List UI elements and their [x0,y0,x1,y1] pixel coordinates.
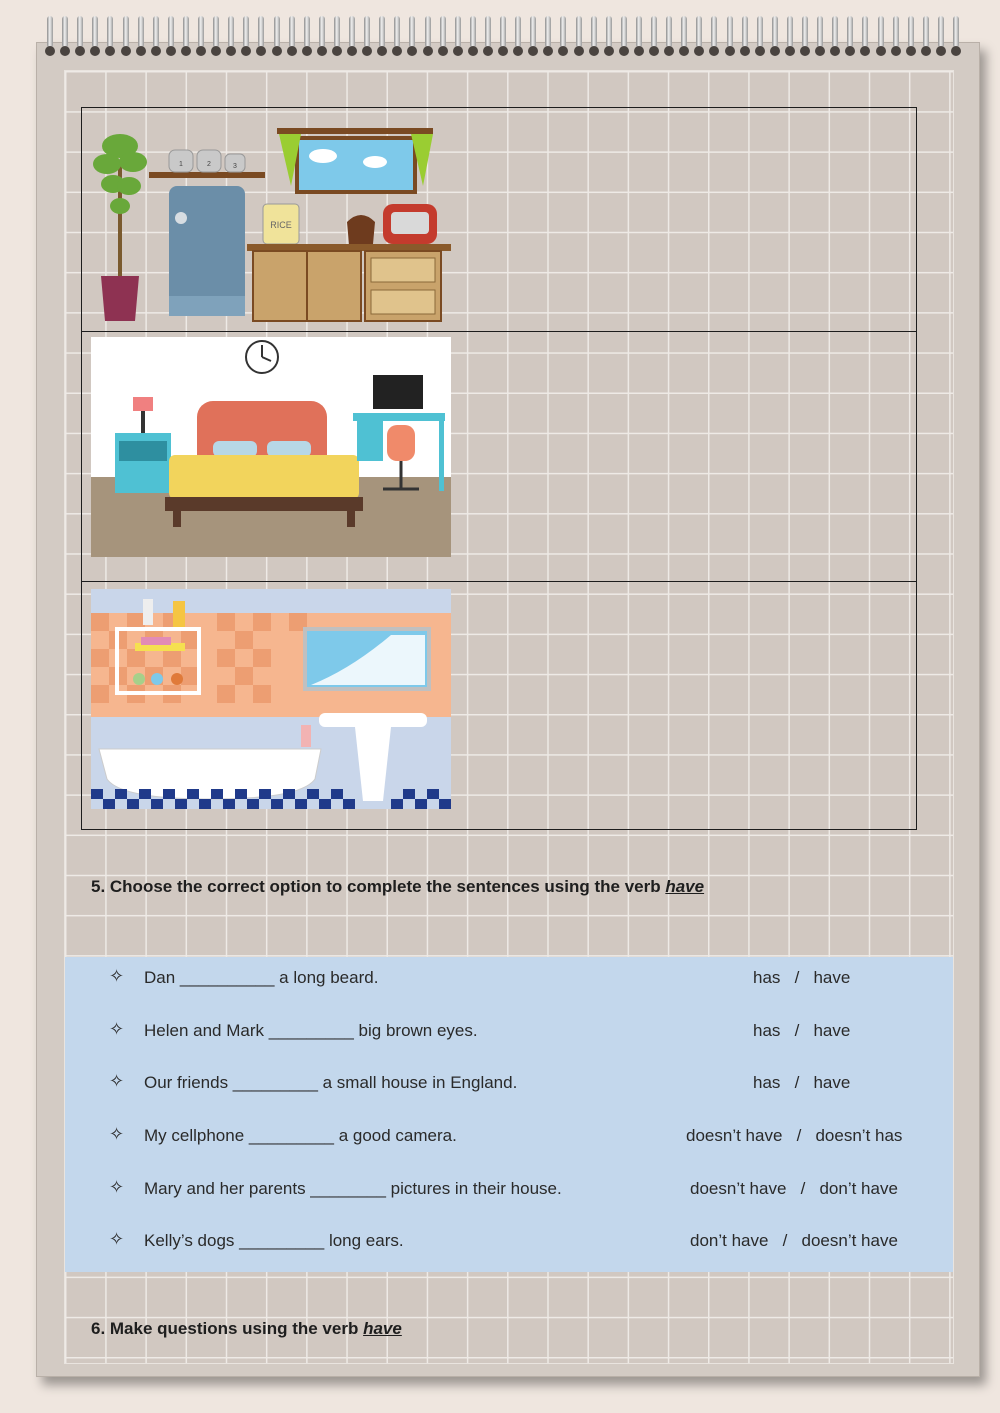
exercise-sentence: Helen and Mark _________ big brown eyes. [144,1021,478,1040]
binding-ring [557,14,569,58]
sparkle-bullet-icon: ✧ [109,1229,125,1249]
binding-ring [391,14,403,58]
rice-label: RICE [270,220,292,230]
binding-ring [905,14,917,58]
sparkle-bullet-icon: ✧ [109,1177,125,1197]
binding-ring [769,14,781,58]
binding-ring [618,14,630,58]
binding-ring [195,14,207,58]
exercise-item [65,1229,953,1259]
binding-ring [784,14,796,58]
jar-label-1: 1 [179,161,183,168]
exercise-sentence: Dan __________ a long beard. [144,968,379,987]
exercise-6-title-verb: have [363,1319,402,1338]
binding-ring [724,14,736,58]
answer-options[interactable]: has / have [753,1073,851,1092]
binding-ring [920,14,932,58]
table-row-divider [82,581,916,582]
exercise-6-title [91,1319,402,1339]
answer-options[interactable]: has / have [753,968,851,987]
binding-ring [74,14,86,58]
exercise-5-box [65,957,953,1272]
exercise-sentence: Our friends _________ a small house in England. [144,1073,518,1092]
binding-ring [890,14,902,58]
kitchen-image [91,116,451,336]
binding-ring [799,14,811,58]
jar-label-3: 3 [233,163,237,170]
binding-ring [210,14,222,58]
binding-ring [588,14,600,58]
binding-ring [135,14,147,58]
exercise-5-title-text: 5. Choose the correct option to complete the sentences using the verb [91,877,666,896]
binding-ring [286,14,298,58]
binding-ring [512,14,524,58]
sparkle-bullet-icon: ✧ [109,1124,125,1144]
exercise-5-title [91,877,704,897]
answer-options[interactable]: doesn’t have / don’t have [690,1179,898,1198]
binding-ring [316,14,328,58]
spiral-binding [44,14,974,58]
binding-ring [663,14,675,58]
binding-ring [44,14,56,58]
exercise-item [65,1071,953,1101]
exercise-sentence: My cellphone _________ a good camera. [144,1126,457,1145]
binding-ring [406,14,418,58]
binding-ring [180,14,192,58]
picture-table [81,107,917,830]
binding-ring [754,14,766,58]
binding-ring [497,14,509,58]
bedroom-image [91,337,451,557]
binding-ring [150,14,162,58]
sparkle-bullet-icon: ✧ [109,1071,125,1091]
binding-ring [648,14,660,58]
binding-ring [859,14,871,58]
answer-options[interactable]: doesn’t have / doesn’t has [686,1126,903,1145]
binding-ring [104,14,116,58]
binding-ring [875,14,887,58]
binding-ring [225,14,237,58]
binding-ring [708,14,720,58]
binding-ring [950,14,962,58]
binding-ring [89,14,101,58]
binding-ring [678,14,690,58]
binding-ring [573,14,585,58]
sparkle-bullet-icon: ✧ [109,966,125,986]
binding-ring [482,14,494,58]
binding-ring [331,14,343,58]
binding-ring [422,14,434,58]
binding-ring [346,14,358,58]
binding-ring [120,14,132,58]
jar-label-2: 2 [207,161,211,168]
answer-options[interactable]: has / have [753,1021,851,1040]
exercise-5-title-verb: have [665,877,705,896]
binding-ring [603,14,615,58]
binding-ring [271,14,283,58]
exercise-6-title-text: 6. Make questions using the verb [91,1319,364,1338]
binding-ring [240,14,252,58]
binding-ring [165,14,177,58]
exercise-item [65,966,953,996]
binding-ring [633,14,645,58]
binding-ring [301,14,313,58]
binding-ring [829,14,841,58]
binding-ring [361,14,373,58]
answer-options[interactable]: don’t have / doesn’t have [690,1231,898,1250]
binding-ring [452,14,464,58]
binding-ring [844,14,856,58]
exercise-item [65,1019,953,1049]
binding-ring [739,14,751,58]
binding-ring [935,14,947,58]
binding-ring [693,14,705,58]
binding-ring [542,14,554,58]
binding-ring [814,14,826,58]
binding-ring [255,14,267,58]
exercise-item [65,1124,953,1154]
sparkle-bullet-icon: ✧ [109,1019,125,1039]
bathroom-image [91,589,451,809]
binding-ring [527,14,539,58]
exercise-sentence: Kelly’s dogs _________ long ears. [144,1231,404,1250]
binding-ring [59,14,71,58]
binding-ring [437,14,449,58]
exercise-item [65,1177,953,1207]
binding-ring [467,14,479,58]
exercise-sentence: Mary and her parents ________ pictures in their house. [144,1179,562,1198]
binding-ring [376,14,388,58]
